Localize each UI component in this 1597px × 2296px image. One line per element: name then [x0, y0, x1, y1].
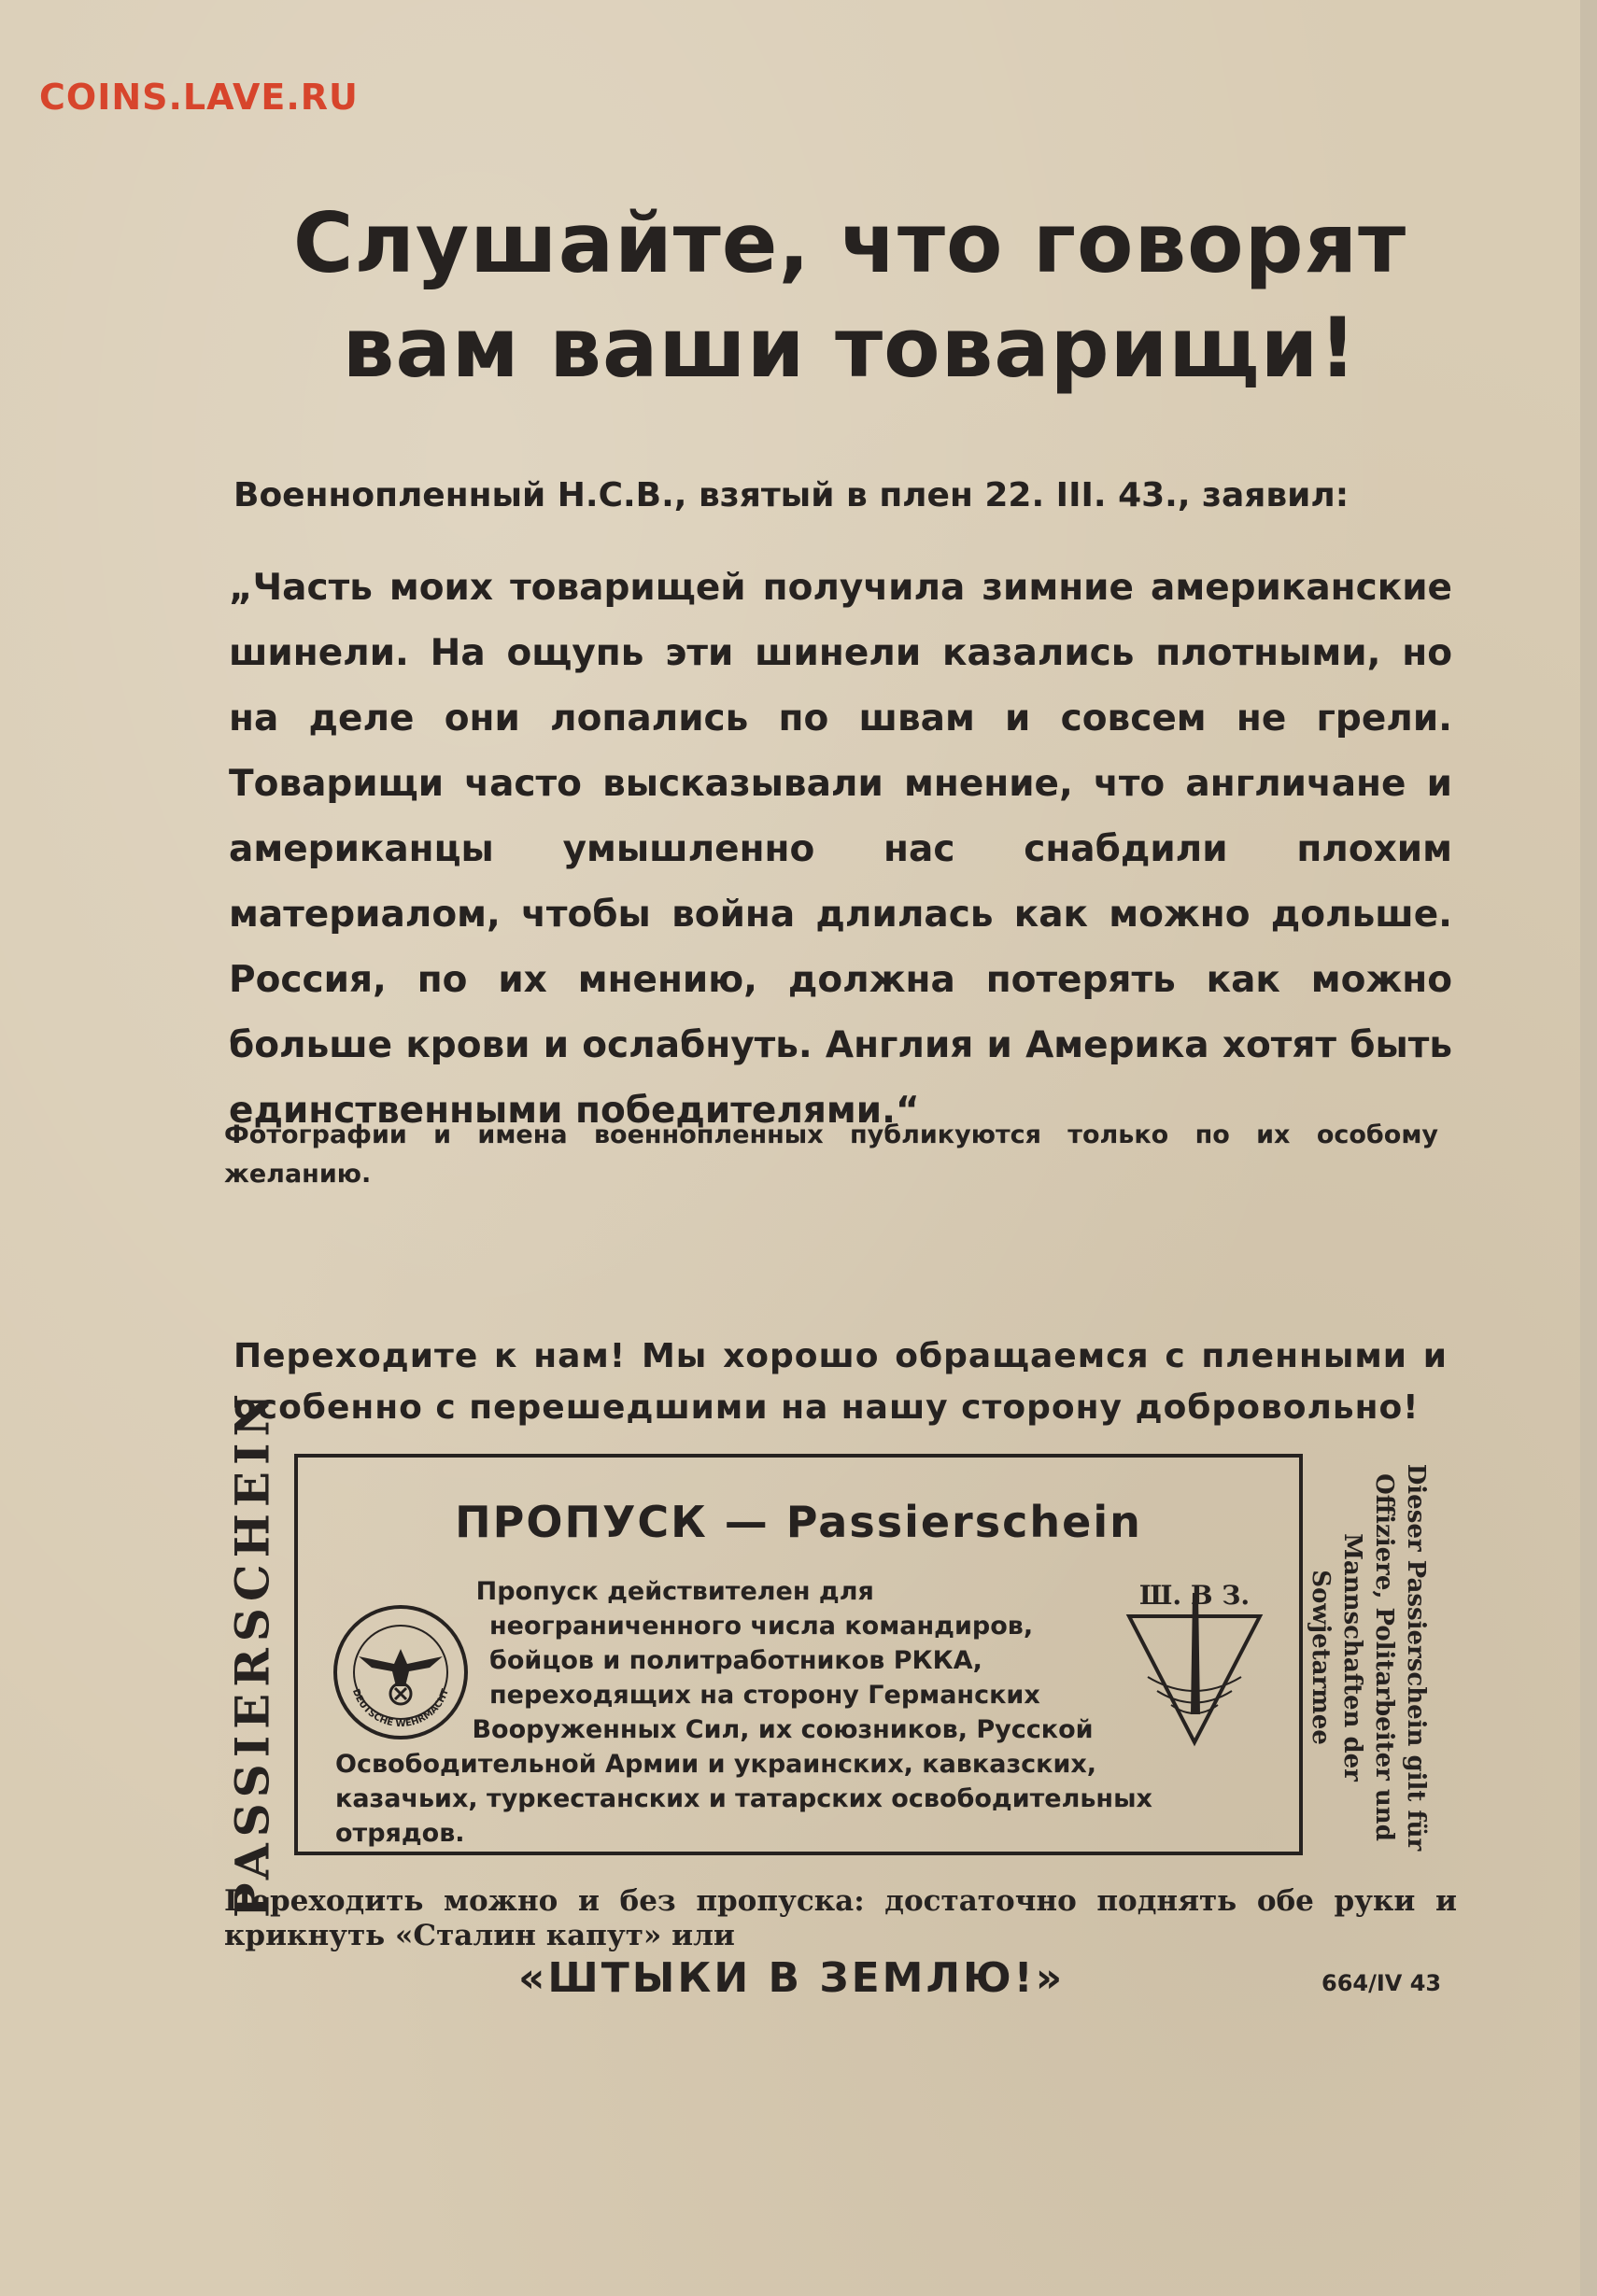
emblem-text: Ш. В З. [1138, 1580, 1251, 1611]
lead-line: Военнопленный Н.С.В., взятый в плен 22. III. 43., заявил: [233, 476, 1350, 514]
print-code: 664/IV 43 [1321, 1970, 1442, 1996]
pass-side-label-left-text: PASSIERSCHEIN [224, 1387, 280, 1919]
pass-box [294, 1454, 1303, 1855]
pass-side-label-right [1307, 1452, 1430, 1863]
prisoner-quote: „Часть моих товарищей получила зимние американские шинели. На ощупь эти шинели казались плотными, но на деле они лопались по швам и совсем не грели. Товарищи часто высказывали мнение, что англичане и американцы умышленно нас снабдили плохим материалом, чтобы война длилась как можно дольше. Россия, по их мнению, должна потерять как можно больше крови и ослабнуть. Англия и Америка хотят быть единственными победителями.“ [229, 567, 1452, 1132]
pass-title: ПРОПУСК — Passierschein [455, 1497, 1142, 1547]
eagle-seal-icon [331, 1602, 471, 1742]
instruction-text: Переходить можно и без пропуска: достаточно поднять обе руки и крикнуть «Сталин капут» или [224, 1884, 1457, 1952]
seal-text: DEUTSCHE WEHRMACHT [349, 1687, 452, 1730]
pass-side-label-right-text: Dieser Passierschein gilt für Offiziere, Politarbeiter und Mannschaften der Sowjetarmee [1307, 1463, 1430, 1852]
emblem [1120, 1574, 1269, 1752]
headline: Слушайте, что говорят вам ваши товарищи! [292, 195, 1407, 396]
publication-note: Фотографии и имена военнопленных публикуются только по их особому желанию. [224, 1120, 1438, 1189]
appeal-text: Переходите к нам! Мы хорошо обращаемся с пленными и особенно с перешедшими на нашу сторону добровольно! [233, 1337, 1448, 1427]
slogan: «ШТЫКИ В ЗЕМЛЮ!» [518, 1954, 1066, 2002]
pass-body [335, 1574, 1269, 1851]
pass-body-text: Пропуск действителен для неограниченного числа командиров, бойцов и политработников РККА, переходящих на сторону Германских Вооруженных Сил, их союзников, Русской Освободительной Армии и украинских, кавказских, казачьих, туркестанских и татарских освободительных отрядов. [335, 1577, 1152, 1848]
watermark: COINS.LAVE.RU [39, 77, 359, 118]
pass-side-label-left [215, 1387, 290, 1919]
